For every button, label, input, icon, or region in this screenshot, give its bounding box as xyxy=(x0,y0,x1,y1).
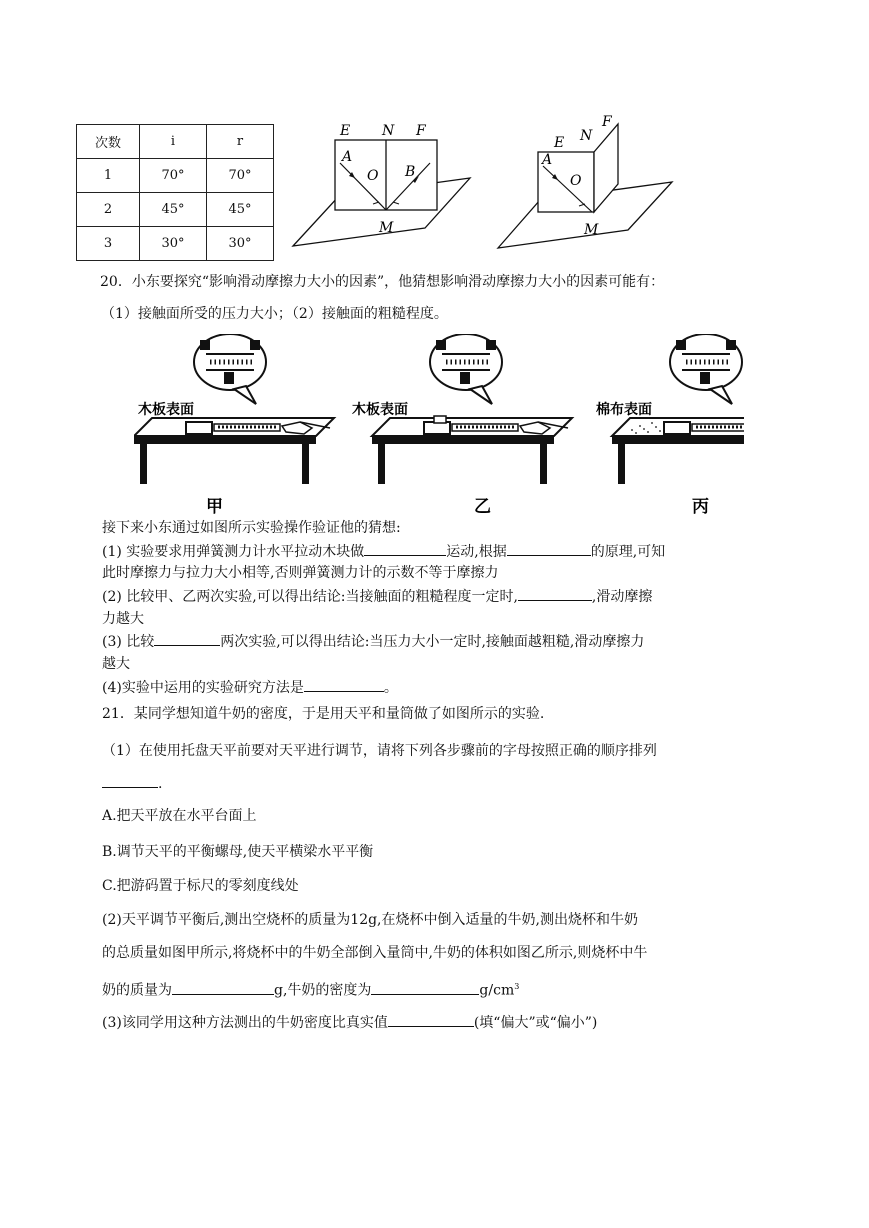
q21-part2-density-label: g,牛奶的密度为 xyxy=(274,982,372,999)
q20-step1-part-c: 的原理,可知 xyxy=(590,544,666,560)
answer-blank-mass[interactable] xyxy=(172,980,274,995)
q21-part2-mass-label: 奶的质量为 xyxy=(102,982,172,999)
q20-intro: 20．小东要探究“影响滑动摩擦力大小的因素”，他猜想影响滑动摩擦力大小的因素可能有： xyxy=(100,274,665,290)
reflection-diagram-2 xyxy=(492,112,677,252)
panel-yi-caption: 乙 xyxy=(474,497,491,516)
answer-blank-compare[interactable] xyxy=(154,631,220,646)
spring-scale-reading-icon xyxy=(430,334,502,404)
panel-bing-surface: 棉布表面 xyxy=(596,402,652,418)
label-e: E xyxy=(340,123,351,139)
q21-part1-end: . xyxy=(158,776,163,792)
table-block-icon xyxy=(134,418,334,484)
q21-part2-line2: 的总质量如图甲所示,将烧杯中的牛奶全部倒入量筒中,牛奶的体积如图乙所示,则烧杯中牛 xyxy=(102,945,648,961)
spring-scale-reading-icon xyxy=(194,334,266,404)
q20-factors: （1）接触面所受的压力大小；（2）接触面的粗糙程度。 xyxy=(101,306,448,322)
table-row xyxy=(77,193,274,227)
panel-yi-surface: 木板表面 xyxy=(352,402,408,418)
table-row xyxy=(77,227,274,261)
label-f: F xyxy=(602,114,612,130)
label-a: A xyxy=(542,152,553,168)
table-header: 次数 xyxy=(77,125,140,159)
q21-intro: 21．某同学想知道牛奶的密度，于是用天平和量筒做了如图所示的实验. xyxy=(102,706,545,722)
table-cell: 30° xyxy=(140,227,207,261)
label-o: O xyxy=(367,168,379,184)
answer-blank-method[interactable] xyxy=(304,677,384,692)
q20-step3-part-b: 两次实验,可以得出结论:当压力大小一定时,接触面越粗糙,滑动摩擦力 xyxy=(220,634,645,650)
answer-blank-principle[interactable] xyxy=(507,541,591,556)
label-f: F xyxy=(416,123,426,139)
table-cell: 45° xyxy=(140,193,207,227)
spring-scale-reading-icon xyxy=(670,334,742,404)
label-m: M xyxy=(379,220,394,236)
table-cell: 70° xyxy=(140,159,207,193)
reflection-diagram-1 xyxy=(285,118,480,253)
q21-option-c: C.把游码置于标尺的零刻度线处 xyxy=(102,878,299,894)
label-b: B xyxy=(405,164,416,180)
q21-part1-answer xyxy=(102,773,162,794)
friction-experiment-figure xyxy=(134,334,744,516)
q20-step4 xyxy=(102,677,398,698)
q20-step4-part-b: 。 xyxy=(383,680,398,696)
q20-step3 xyxy=(102,631,644,652)
q21-part2-unit-exponent: 3 xyxy=(514,982,520,991)
table-cell: 2 xyxy=(77,193,140,227)
label-n: N xyxy=(382,123,395,139)
answer-blank-bias[interactable] xyxy=(388,1012,474,1027)
table-block-weight-icon xyxy=(372,418,572,484)
q21-part2-line3 xyxy=(102,977,519,1001)
q20-step4-part-a: (4)实验中运用的实验研究方法是 xyxy=(102,680,304,696)
label-e: E xyxy=(554,135,565,151)
table-cell: 1 xyxy=(77,159,140,193)
angle-table xyxy=(76,124,274,261)
label-o: O xyxy=(570,173,582,189)
table-header: i xyxy=(140,125,207,159)
table-cell: 30° xyxy=(207,227,274,261)
label-a: A xyxy=(342,149,353,165)
q21-part2-line1: (2)天平调节平衡后,测出空烧杯的质量为12g,在烧杯中倒入适量的牛奶,测出烧杯和牛奶 xyxy=(102,912,638,928)
q21-part3 xyxy=(102,1012,597,1033)
q20-step2 xyxy=(102,586,652,607)
q20-step1-part-b: 运动,根据 xyxy=(446,544,507,560)
q20-step3-part-a: (3) 比较 xyxy=(102,634,155,650)
panel-jia-caption: 甲 xyxy=(206,497,223,516)
q20-step3-cont: 越大 xyxy=(102,656,130,672)
table-header-row xyxy=(77,125,274,159)
answer-blank-pressure[interactable] xyxy=(518,586,592,601)
answer-blank-order[interactable] xyxy=(102,773,158,788)
table-row xyxy=(77,159,274,193)
label-n: N xyxy=(580,128,593,144)
q21-option-a: A.把天平放在水平台面上 xyxy=(102,808,257,824)
q20-step1-cont: 此时摩擦力与拉力大小相等,否则弹簧测力计的示数不等于摩擦力 xyxy=(102,565,499,581)
q21-part3-part-a: (3)该同学用这种方法测出的牛奶密度比真实值 xyxy=(102,1015,388,1031)
table-cell: 70° xyxy=(207,159,274,193)
q20-step2-part-a: (2) 比较甲、乙两次实验,可以得出结论:当接触面的粗糙程度一定时, xyxy=(102,589,518,605)
q21-option-b: B.调节天平的平衡螺母,使天平横梁水平平衡 xyxy=(102,844,374,860)
table-cell: 45° xyxy=(207,193,274,227)
q20-step1 xyxy=(102,541,665,562)
q20-step2-part-b: ,滑动摩擦 xyxy=(591,589,653,605)
panel-bing-caption: 丙 xyxy=(692,497,709,516)
table-header: r xyxy=(207,125,274,159)
table-cell: 3 xyxy=(77,227,140,261)
answer-blank-density[interactable] xyxy=(371,980,479,995)
q21-part1: （1）在使用托盘天平前要对天平进行调节，请将下列各步骤前的字母按照正确的顺序排列 xyxy=(102,743,657,759)
q20-step2-cont: 力越大 xyxy=(102,611,144,627)
answer-blank-motion[interactable] xyxy=(364,541,446,556)
label-m: M xyxy=(584,222,599,238)
panel-jia-surface: 木板表面 xyxy=(138,402,194,418)
table-cloth-icon xyxy=(612,418,744,484)
q20-lead: 接下来小东通过如图所示实验操作验证他的猜想: xyxy=(102,520,401,536)
q21-part2-unit: g/cm xyxy=(479,982,515,999)
q21-part3-part-b: (填“偏大”或“偏小”) xyxy=(473,1015,598,1031)
q20-step1-part-a: (1) 实验要求用弹簧测力计水平拉动木块做 xyxy=(102,544,365,560)
